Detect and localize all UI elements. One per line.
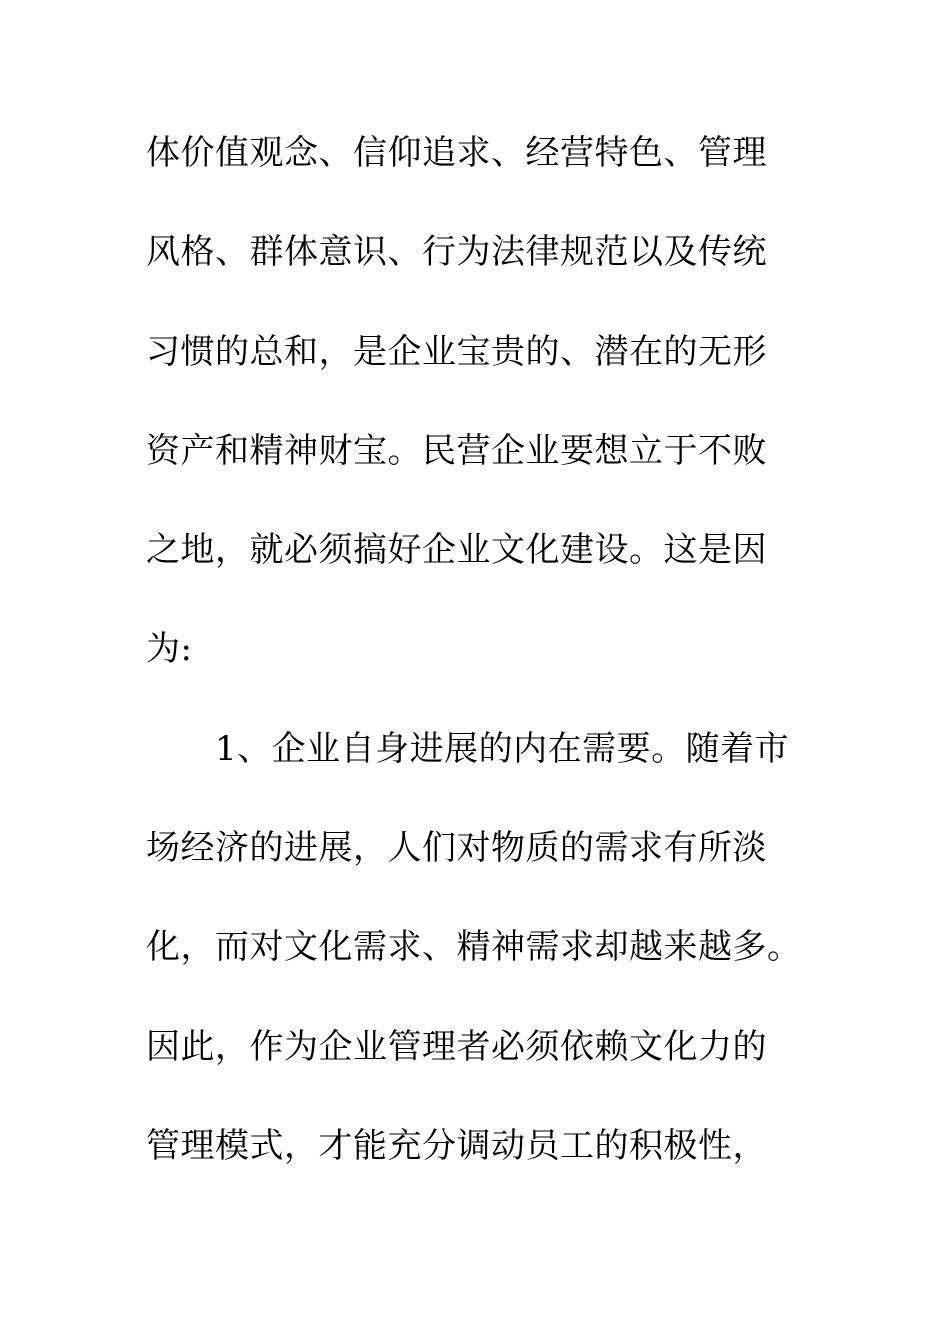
text-line-11: 管理模式，才能充分调动员工的积极性， — [146, 1126, 767, 1166]
text-line-10: 因此，作为企业管理者必须依赖文化力的 — [146, 1027, 767, 1067]
text-line-5: 之地，就必须搞好企业文化建设。这是因 — [146, 530, 767, 570]
text-line-4: 资产和精神财宝。民营企业要想立于不败 — [146, 431, 767, 471]
text-line-9: 化，而对文化需求、精神需求却越来越多。 — [146, 927, 802, 967]
text-line-7: 1、企业自身进展的内在需要。随着市 — [215, 729, 790, 769]
text-line-2: 风格、群体意识、行为法律规范以及传统 — [146, 232, 767, 272]
text-line-8: 场经济的进展，人们对物质的需求有所淡 — [146, 828, 767, 868]
text-line-6: 为: — [146, 629, 193, 669]
text-line-3: 习惯的总和，是企业宝贵的、潜在的无形 — [146, 332, 767, 372]
text-line-1: 体价值观念、信仰追求、经营特色、管理 — [146, 133, 767, 173]
